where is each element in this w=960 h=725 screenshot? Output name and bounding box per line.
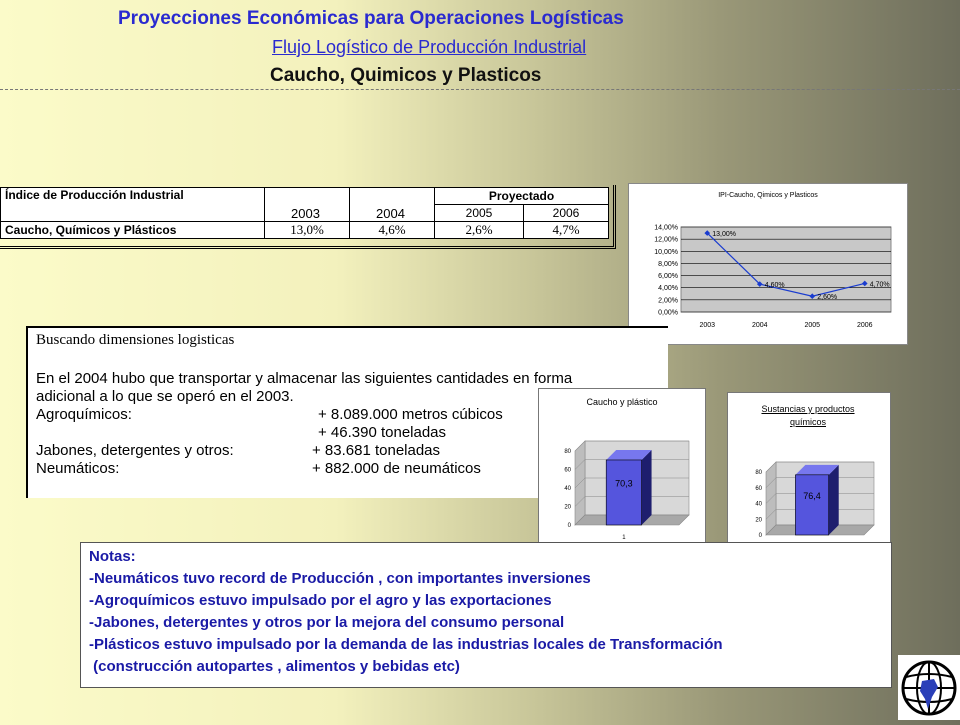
logistics-intro: adicional a lo que se operó en el 2003.: [36, 388, 294, 405]
y-tick-label: 0: [758, 533, 762, 539]
ipi-value: 4,7%: [524, 222, 609, 239]
y-tick-label: 40: [755, 501, 762, 508]
ipi-group-label: Proyectado: [435, 188, 609, 205]
data-label: 76,4: [803, 490, 821, 501]
y-tick-label: 20: [755, 517, 762, 524]
y-tick-label: 8,00%: [658, 260, 678, 268]
data-label: 4,70%: [869, 281, 890, 289]
ipi-value: 13,0%: [265, 222, 350, 239]
data-label: 70,3: [615, 478, 633, 489]
logistics-row-label: Neumáticos:: [36, 460, 120, 477]
y-tick-label: 14,00%: [654, 224, 678, 232]
y-tick-label: 2,00%: [658, 297, 678, 305]
bar-side: [642, 450, 652, 525]
logistics-intro: En el 2004 hubo que transportar y almacenar las siguientes cantidades en forma: [36, 370, 573, 387]
y-tick-label: 0: [567, 523, 571, 529]
y-tick-label: 60: [755, 485, 762, 492]
logistics-row-value: + 46.390 toneladas: [318, 424, 447, 441]
header-divider: [0, 89, 960, 90]
bar: [606, 460, 641, 525]
globe-icon: [898, 655, 960, 720]
bar-chart-caucho: [538, 388, 706, 556]
y-tick-label: 60: [564, 467, 571, 474]
x-tick-label: 1: [622, 535, 626, 541]
y-tick-label: 80: [755, 470, 762, 476]
x-tick-label: 2006: [856, 322, 873, 329]
ipi-year-head: 2006: [524, 205, 609, 222]
logistics-row-value: + 83.681 toneladas: [312, 442, 441, 459]
ipi-row-label: Caucho, Químicos y Plásticos: [1, 222, 265, 239]
bar-chart-sustancias: [727, 392, 891, 564]
bar-chart-title: Sustancias y productos químicos: [761, 404, 855, 427]
logistics-row-value: + 8.089.000 metros cúbicos: [318, 406, 503, 423]
data-label: 13,00%: [712, 231, 736, 239]
ipi-value: 4,6%: [350, 222, 435, 239]
ipi-year-head: 2004: [376, 206, 405, 221]
ipi-year-head: 2005: [435, 205, 524, 222]
bar-chart-title: Caucho y plástico: [586, 397, 658, 407]
section-title: Caucho, Quimicos y Plasticos: [270, 65, 542, 86]
notes-box: [80, 542, 892, 688]
logistics-row-label: Jabones, detergentes y otros:: [36, 442, 234, 459]
page-title: Proyecciones Económicas para Operaciones Logísticas: [118, 8, 624, 29]
data-label: 2,60%: [817, 294, 838, 302]
notes-line: (construcción autopartes , alimentos y bebidas etc): [89, 658, 460, 675]
y-tick-label: 80: [564, 449, 571, 455]
logistics-row-value: + 882.000 de neumáticos: [312, 460, 481, 477]
y-tick-label: 40: [564, 486, 571, 492]
notes-line: -Plásticos estuvo impulsado por la demanda de las industrias locales de Transformación: [89, 636, 723, 653]
bar-chart-plot: [728, 393, 890, 563]
ipi-value: 2,6%: [435, 222, 524, 239]
notes-title: Notas:: [89, 548, 136, 565]
y-tick-label: 0,00%: [658, 309, 678, 317]
x-tick-label: 2005: [804, 322, 821, 329]
line-chart-plot: [629, 184, 907, 344]
logistics-heading: Buscando dimensiones logisticas: [36, 332, 235, 348]
line-chart-title: IPI-Caucho, Qimicos y Plasticos: [718, 192, 818, 199]
notes-line: -Jabones, detergentes y otros por la mejora del consumo personal: [89, 614, 565, 631]
notes-line: -Agroquímicos estuvo impulsado por el agro y las exportaciones: [89, 592, 552, 609]
ipi-row-header: Índice de Producción Industrial: [1, 188, 265, 222]
logistics-row-label: Agroquímicos:: [36, 406, 132, 423]
bar-chart-plot: [539, 389, 705, 555]
y-tick-label: 6,00%: [658, 273, 678, 281]
x-tick-label: 2004: [751, 322, 768, 329]
x-tick-label: 2003: [699, 322, 716, 329]
y-tick-label: 20: [564, 504, 571, 511]
notes-line: -Neumáticos tuvo record de Producción , con importantes inversiones: [89, 570, 591, 587]
bar-side: [829, 465, 839, 535]
globe-logo: [898, 655, 960, 720]
bar: [795, 475, 828, 535]
subtitle-link[interactable]: Flujo Logístico de Producción Industrial: [272, 37, 587, 57]
ipi-year-head: 2003: [291, 206, 320, 221]
plot-area: [681, 227, 891, 312]
y-tick-label: 10,00%: [654, 248, 678, 256]
ipi-line-chart: [628, 183, 908, 345]
y-tick-label: 4,00%: [658, 285, 678, 293]
y-tick-label: 12,00%: [654, 236, 678, 244]
data-label: 4,60%: [764, 282, 785, 290]
